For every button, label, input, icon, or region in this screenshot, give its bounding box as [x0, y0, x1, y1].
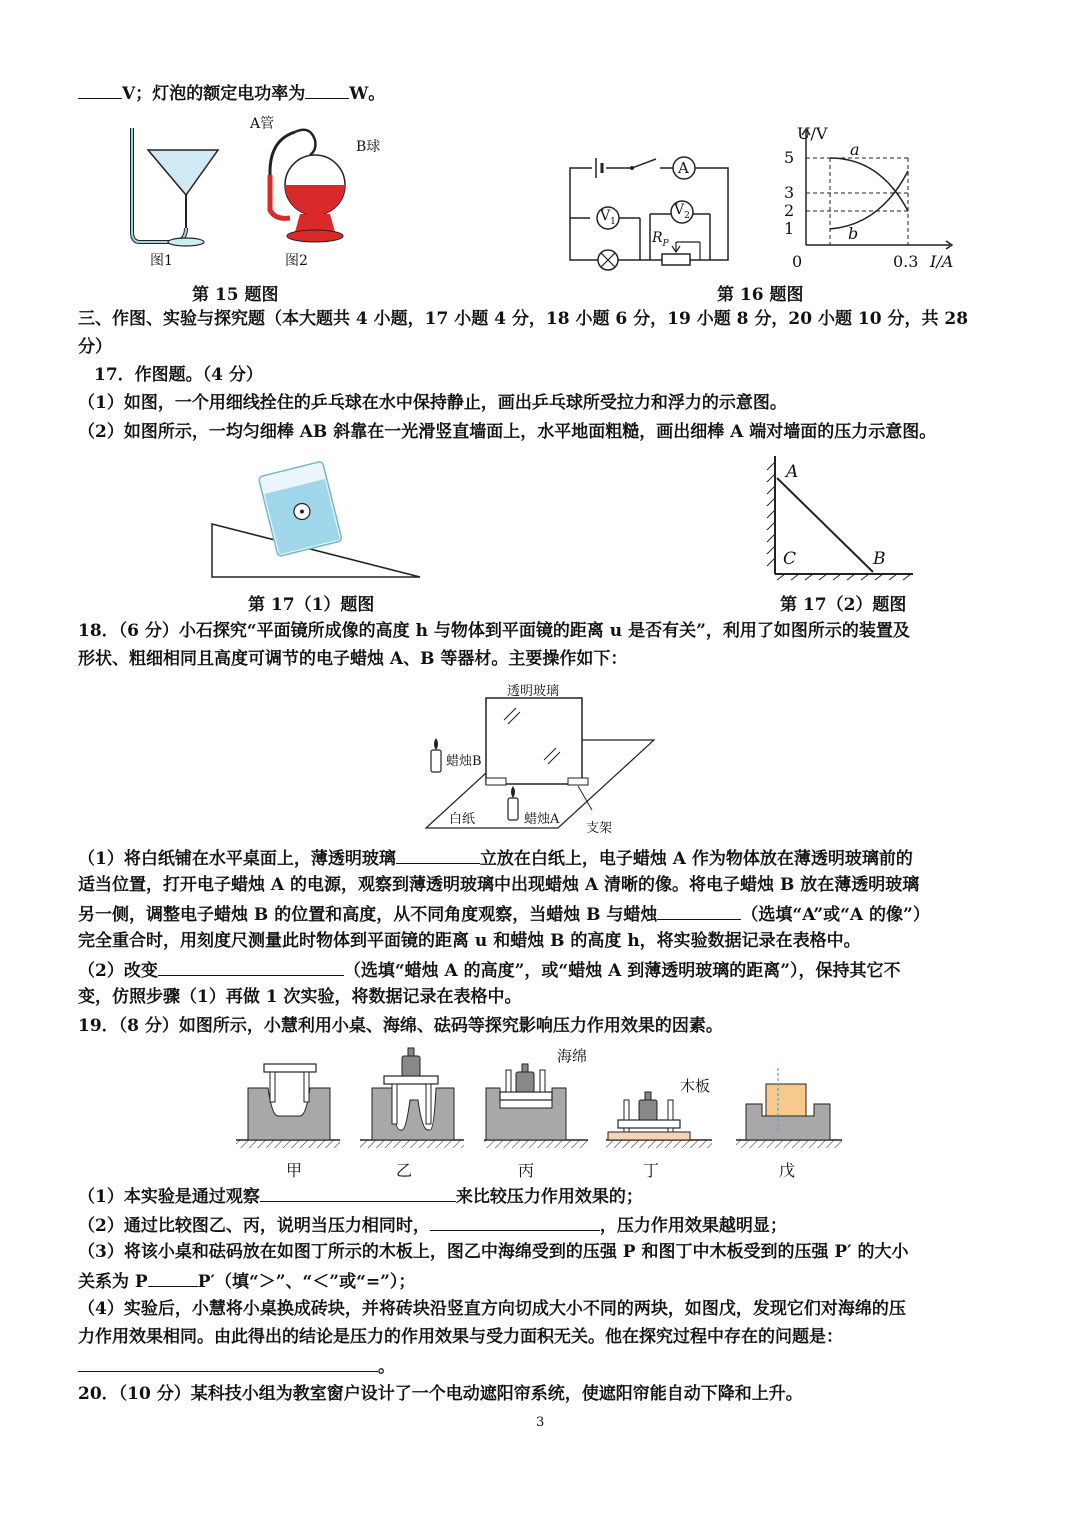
q19-intro: 19．（8 分）如图所示，小慧利用小桌、海绵、砝码等探究影响压力作用效果的因素。: [78, 1016, 723, 1036]
q18-label-candle-b: 蜡烛B: [446, 754, 482, 769]
q18-label-paper: 白纸: [449, 812, 476, 827]
q18-step2-line2: 变，仿照步骤（1）再做 1 次实验，将数据记录在表格中。: [78, 987, 522, 1007]
q17-part2: （2）如图所示，一均匀细棒 AB 斜靠在一光滑竖直墙面上，水平地面粗糙，画出细棒 A 端对墙面的压力示意图。: [78, 422, 937, 442]
fig16-y-tick-5: 5: [784, 148, 795, 167]
fig15-drawing: [110, 110, 410, 270]
fig15-label-a-tube: A管: [250, 116, 275, 132]
fig15-label-b-ball: B球: [356, 139, 381, 155]
page-number: 3: [536, 1415, 545, 1430]
q19-panel-wu: 戊: [779, 1161, 796, 1180]
q19-part4-line2: 力作用效果相同。由此得出的结论是压力的作用效果与受力面积无关。他在探究过程中存在的问题是：: [78, 1327, 843, 1347]
fig16-x-tick: 0.3: [893, 252, 919, 271]
q19-label-sponge: 海绵: [557, 1047, 588, 1065]
q19-panel-ding: 丁: [643, 1161, 660, 1180]
fig16-curve-a: a: [850, 140, 860, 159]
q19-blank-observe[interactable]: [260, 1183, 456, 1202]
fig16-graph: [780, 125, 960, 255]
fig16-rp-label: $R_P$: [652, 230, 669, 249]
fig16-meter-v2: $V_2$: [674, 202, 690, 221]
q19-part4-line1: （4）实验后，小慧将小桌换成砖块，并将砖块沿竖直方向切成大小不同的两块，如图戊，发现它们对海绵的压: [78, 1299, 906, 1319]
q20-intro: 20．（10 分）某科技小组为教室窗户设计了一个电动遮阳帘系统，使遮阳帘能自动下降和上升。: [78, 1384, 803, 1404]
section3-heading-cont: 分）: [78, 337, 112, 357]
q19-part1: （1）本实验是通过观察 来比较压力作用效果的；: [78, 1183, 1008, 1209]
q19-blank-problem[interactable]: [78, 1353, 378, 1372]
fig16-y-tick-2: 2: [784, 201, 795, 220]
fig16-y-tick-1: 1: [784, 219, 795, 238]
q19-panel-jia: 甲: [286, 1161, 303, 1180]
q14-answer-line: V；灯泡的额定电功率为 W。: [78, 80, 1008, 106]
q18-step1-line1: （1）将白纸铺在水平桌面上，薄透明玻璃 立放在白纸上，电子蜡烛 A 作为物体放在薄透明玻璃前的: [78, 845, 1008, 871]
q19-pressure-figures: [234, 1044, 849, 1152]
fig16-curve-b: b: [848, 224, 859, 243]
q17-title: 17．作图题。（4 分）: [94, 365, 263, 385]
q19-part3-line1: （3）将该小桌和砝码放在如图丁所示的木板上，图乙中海绵受到的压强 P 和图丁中木板受到的压强 P′ 的大小: [78, 1242, 909, 1262]
section3-heading: 三、作图、实验与探究题（本大题共 4 小题，17 小题 4 分，18 小题 6 分，19 小题 8 分，20 小题 10 分，共 28: [78, 309, 969, 329]
q18-intro-line1: 18．（6 分）小石探究“平面镜所成像的高度 h 与物体到平面镜的距离 u 是否有关”，利用了如图所示的装置及: [78, 621, 910, 641]
answer-blank-power[interactable]: [305, 80, 349, 99]
fig16-x-axis-label: I/A: [930, 252, 954, 271]
fig16-circuit: [560, 150, 740, 270]
q18-blank-variable[interactable]: [158, 957, 344, 976]
q18-label-candle-a: 蜡烛A: [524, 812, 560, 827]
q17-part1: （1）如图，一个用细线拴住的乒乓球在水中保持静止，画出乒乓球所受拉力和浮力的示意图。: [78, 393, 787, 413]
fig15-fig2-ball: [270, 130, 345, 242]
fig17-2-label-b: B: [873, 549, 886, 569]
fig16-meter-v1: $V_1$: [600, 208, 616, 227]
fig17-1-drawing: [210, 462, 425, 582]
q18-label-glass: 透明玻璃: [507, 684, 560, 699]
q19-blank-compare[interactable]: [148, 1268, 198, 1287]
fig16-caption: 第 16 题图: [717, 285, 804, 305]
fig16-origin: 0: [792, 252, 803, 271]
q18-blank-placement[interactable]: [396, 845, 480, 864]
fig15-label-fig2: 图2: [285, 253, 308, 269]
q18-step1-line2: 适当位置，打开电子蜡烛 A 的电源，观察到薄透明玻璃中出现蜡烛 A 清晰的像。将电子蜡烛 B 放在薄透明玻璃: [78, 875, 920, 895]
fig17-2-label-a: A: [786, 462, 799, 482]
answer-blank-voltage[interactable]: [78, 80, 122, 99]
fig15-caption: 第 15 题图: [192, 285, 279, 305]
fig15-label-fig1: 图1: [150, 253, 173, 269]
q18-intro-line2: 形状、粗细相同且高度可调节的电子蜡烛 A、B 等器材。主要操作如下：: [78, 649, 628, 669]
q19-panel-bing: 丙: [518, 1161, 535, 1180]
q19-blank-condition[interactable]: [430, 1212, 600, 1231]
q18-blank-candle[interactable]: [657, 901, 741, 920]
q18-step1-line4: 完全重合时，用刻度尺测量此时物体到平面镜的距离 u 和蜡烛 B 的高度 h，将实验数据记录在表格中。: [78, 931, 861, 951]
q19-ground-lines: [236, 1140, 842, 1148]
q19-part4-line3: 。: [78, 1353, 1008, 1379]
fig17-2-caption: 第 17（2）题图: [780, 595, 907, 615]
q18-label-stand: 支架: [586, 821, 613, 836]
fig15-fig1-funnel: [132, 128, 218, 246]
q19-part2: （2）通过比较图乙、丙，说明当压力相同时， ，压力作用效果越明显；: [78, 1212, 1008, 1238]
q18-step2-line1: （2）改变 （选填“蜡烛 A 的高度”，或“蜡烛 A 到薄透明玻璃的距离”），保持其它不: [78, 957, 1008, 983]
q18-step1-line3: 另一侧，调整电子蜡烛 B 的位置和高度，从不同角度观察，当蜡烛 B 与蜡烛 （选填“A”或“A 的像”）: [78, 901, 1008, 927]
q19-part3-line2: 关系为 P P′（填“＞”、“＜”或“=”）；: [78, 1268, 1008, 1294]
fig16-meter-a: A: [678, 159, 689, 177]
fig16-y-axis-label: U/V: [797, 124, 828, 143]
q19-label-board: 木板: [680, 1077, 711, 1095]
fig17-1-caption: 第 17（1）题图: [248, 595, 375, 615]
fig16-y-tick-3: 3: [784, 183, 795, 202]
fig17-2-label-c: C: [783, 549, 797, 569]
q19-panel-yi: 乙: [396, 1161, 413, 1180]
